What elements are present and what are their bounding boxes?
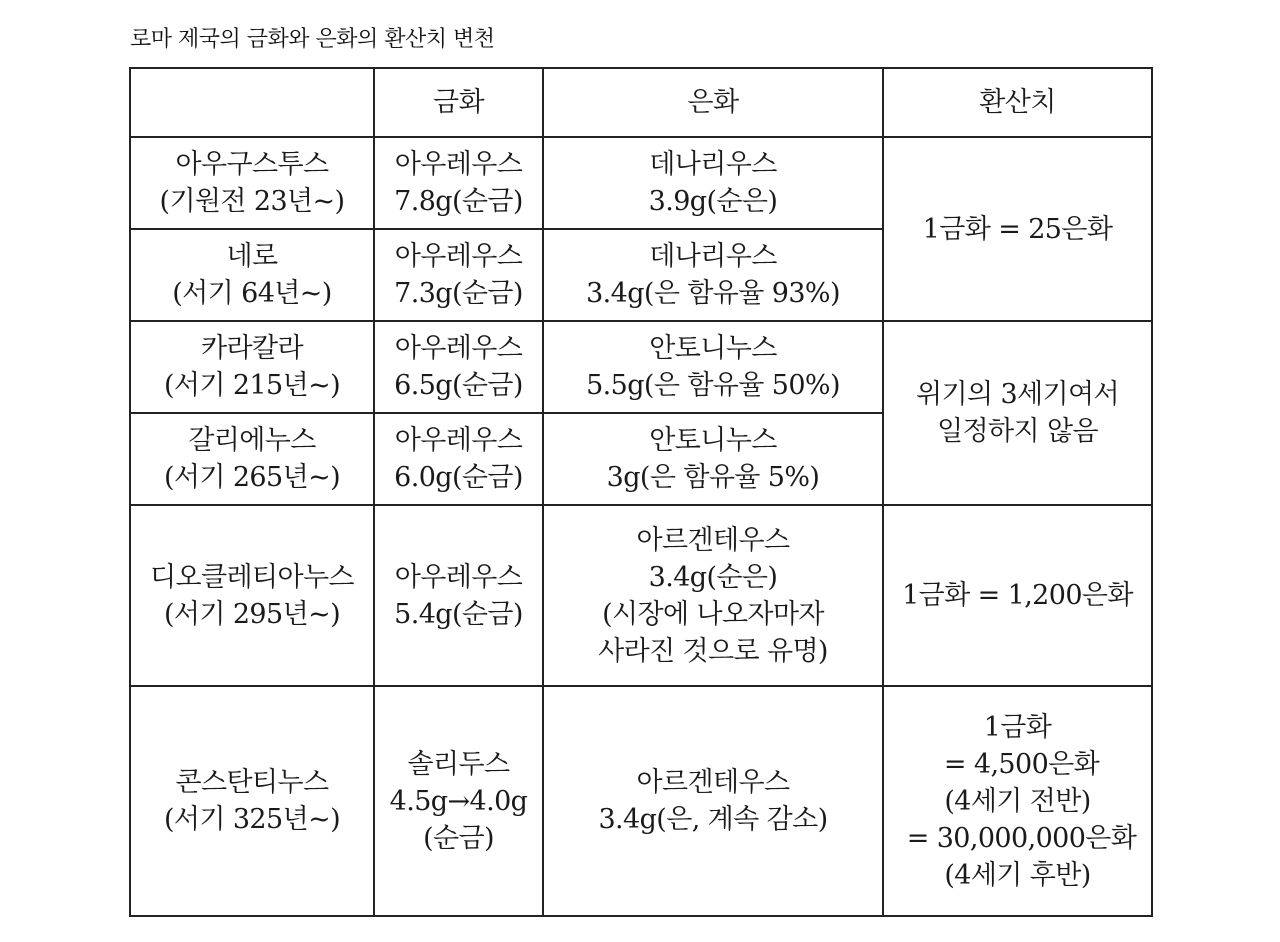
table-row <box>130 686 1152 916</box>
header-rate: 환산치 <box>883 68 1152 137</box>
gold-coin-cell <box>374 505 543 686</box>
silver-coin-cell <box>543 137 883 229</box>
emperor-name: 네로 <box>226 241 278 272</box>
gold-coin-weight: 4.5g→4.0g <box>389 785 528 817</box>
table-caption: 로마 제국의 금화와 은화의 환산치 변천 <box>130 27 495 52</box>
silver-coin-weight: 3.4g(은, 계속 감소) <box>598 804 828 835</box>
emperor-name: 갈리에누스 <box>188 425 316 456</box>
gold-coin-weight: 7.3g(순금) <box>394 278 523 309</box>
gold-coin-name: 솔리두스 <box>407 748 510 780</box>
gold-coin-weight: 5.4g(순금) <box>394 598 523 630</box>
rate-value: 1금화 = 25은화 <box>922 213 1113 245</box>
silver-coin-name: 아르겐테우스 <box>636 524 790 556</box>
gold-coin-cell <box>374 413 543 505</box>
rate-note: 위기의 3세기여서 <box>916 379 1119 410</box>
gold-coin-cell <box>374 686 543 916</box>
rate-note: 일정하지 않음 <box>937 416 1098 447</box>
emperor-cell <box>130 321 374 413</box>
silver-coin-cell <box>543 413 883 505</box>
header-empty-cell <box>130 68 374 137</box>
silver-coin-name: 데나리우스 <box>649 241 777 272</box>
gold-coin-cell <box>374 137 543 229</box>
emperor-period: (서기 325년~) <box>163 804 341 835</box>
gold-coin-weight: 6.5g(순금) <box>394 370 523 401</box>
emperor-period: (서기 295년~) <box>163 598 341 630</box>
emperor-period: (서기 215년~) <box>163 370 341 401</box>
emperor-period: (서기 64년~) <box>172 278 332 309</box>
emperor-cell <box>130 686 374 916</box>
silver-coin-name: 안토니누스 <box>649 333 777 364</box>
emperor-name: 카라칼라 <box>201 333 303 364</box>
silver-coin-cell <box>543 229 883 321</box>
silver-coin-name: 아르겐테우스 <box>636 767 790 798</box>
emperor-cell <box>130 413 374 505</box>
gold-coin-name: 아우레우스 <box>394 241 523 272</box>
silver-coin-note: 사라진 것으로 유명) <box>598 635 828 667</box>
emperor-cell <box>130 137 374 229</box>
rate-value: 1금화 = 1,200은화 <box>902 580 1133 611</box>
rate-line: (4세기 후반) <box>944 859 1091 891</box>
gold-coin-weight: 7.8g(순금) <box>394 186 523 217</box>
silver-coin-weight: 3.4g(은 함유율 93%) <box>586 278 840 309</box>
emperor-period: (서기 265년~) <box>163 462 341 493</box>
gold-coin-weight: 6.0g(순금) <box>394 462 523 493</box>
emperor-cell <box>130 505 374 686</box>
header-row <box>130 68 1152 137</box>
emperor-name: 디오클레티아누스 <box>150 561 354 593</box>
silver-coin-note: (시장에 나오자마자 <box>602 598 824 630</box>
silver-coin-name: 데나리우스 <box>649 149 777 180</box>
table-row <box>130 505 1152 686</box>
header-silver: 은화 <box>543 68 883 137</box>
table-row <box>130 321 1152 413</box>
silver-coin-cell <box>543 505 883 686</box>
silver-coin-weight: 3g(은 함유율 5%) <box>606 462 820 493</box>
table-row <box>130 137 1152 229</box>
gold-coin-cell <box>374 229 543 321</box>
rate-line: 1금화 <box>983 711 1052 743</box>
rate-line: = 30,000,000은화 <box>898 822 1137 854</box>
gold-coin-cell <box>374 321 543 413</box>
rate-cell <box>883 137 1152 321</box>
rate-cell <box>883 505 1152 686</box>
silver-coin-weight: 3.4g(순은) <box>648 561 778 593</box>
coin-conversion-table <box>129 67 1153 917</box>
silver-coin-cell <box>543 686 883 916</box>
silver-coin-weight: 3.9g(순은) <box>648 186 778 217</box>
gold-coin-name: 아우레우스 <box>394 425 523 456</box>
header-gold: 금화 <box>374 68 543 137</box>
silver-coin-cell <box>543 321 883 413</box>
gold-coin-purity: (순금) <box>423 822 494 854</box>
gold-coin-name: 아우레우스 <box>394 333 523 364</box>
silver-coin-weight: 5.5g(은 함유율 50%) <box>586 370 840 401</box>
rate-line: = 4,500은화 <box>935 748 1100 780</box>
gold-coin-name: 아우레우스 <box>394 561 523 593</box>
emperor-name: 콘스탄티누스 <box>175 767 329 798</box>
emperor-cell <box>130 229 374 321</box>
silver-coin-name: 안토니누스 <box>649 425 777 456</box>
rate-cell <box>883 686 1152 916</box>
rate-cell <box>883 321 1152 505</box>
rate-line: (4세기 전반) <box>944 785 1091 817</box>
emperor-period: (기원전 23년~) <box>159 186 345 217</box>
emperor-name: 아우구스투스 <box>175 149 329 180</box>
gold-coin-name: 아우레우스 <box>394 149 523 180</box>
